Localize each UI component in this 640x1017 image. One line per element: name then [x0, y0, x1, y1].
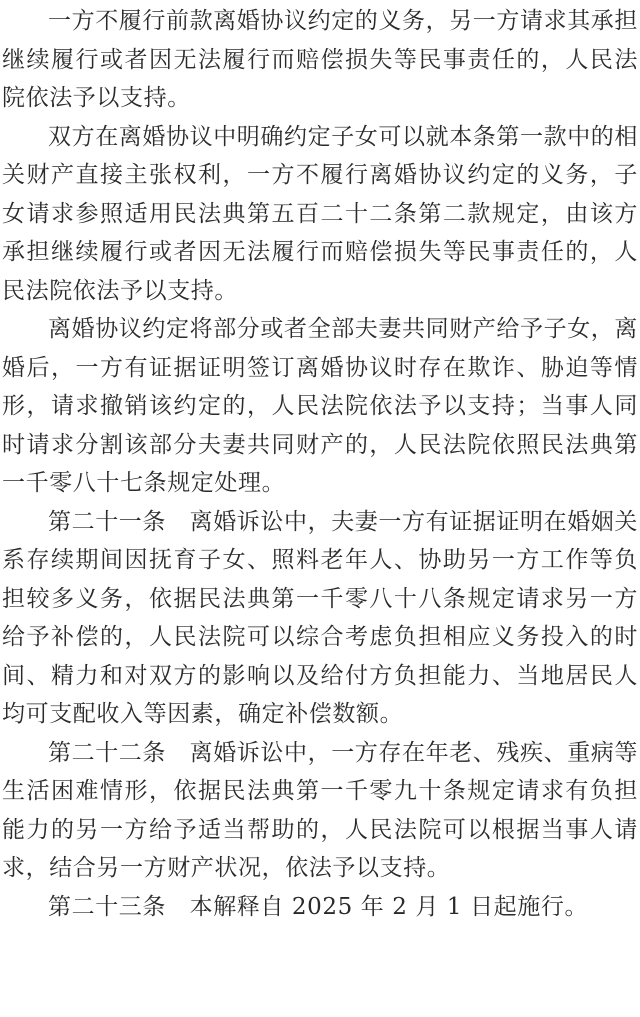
paragraph-2: 双方在离婚协议中明确约定子女可以就本条第一款中的相关财产直接主张权利，一方不履行离婚协议约定的义务，子女请求参照适用民法典第五百二十二条第二款规定，由该方承担继续履行或者因无法履行而赔偿损失等民事责任的，人民法院依法予以支持。 — [2, 123, 638, 304]
paragraph-3: 离婚协议约定将部分或者全部夫妻共同财产给予子女，离婚后，一方有证据证明签订离婚协议时存在欺诈、胁迫等情形，请求撤销该约定的，人民法院依法予以支持；当事人同时请求分割该部分夫妻共同财产的，人民法院依照民法典第一千零八十七条规定处理。 — [2, 316, 638, 496]
article-21-paragraph: 第二十一条 离婚诉讼中，夫妻一方有证据证明在婚姻关系存续期间因抚育子女、照料老年人、协助另一方工作等负担较多义务，依据民法典第一千零八十八条规定请求另一方给予补偿的，人民法院可以综合考虑负担相应义务投入的时间、精力和对双方的影响以及给付方负担能力、当地居民人均可支配收入等因素，确定补偿数额。 — [2, 508, 638, 727]
article-22-paragraph: 第二十二条 离婚诉讼中，一方存在年老、残疾、重病等生活困难情形，依据民法典第一千零九十条规定请求有负担能力的另一方给予适当帮助的，人民法院可以根据当事人请求，结合另一方财产状况，依法予以支持。 — [2, 739, 638, 881]
article-23-paragraph: 第二十三条 本解释自 2025 年 2 月 1 日起施行。 — [48, 893, 589, 920]
paragraph-1: 一方不履行前款离婚协议约定的义务，另一方请求其承担继续履行或者因无法履行而赔偿损失等民事责任的，人民法院依法予以支持。 — [2, 8, 638, 111]
